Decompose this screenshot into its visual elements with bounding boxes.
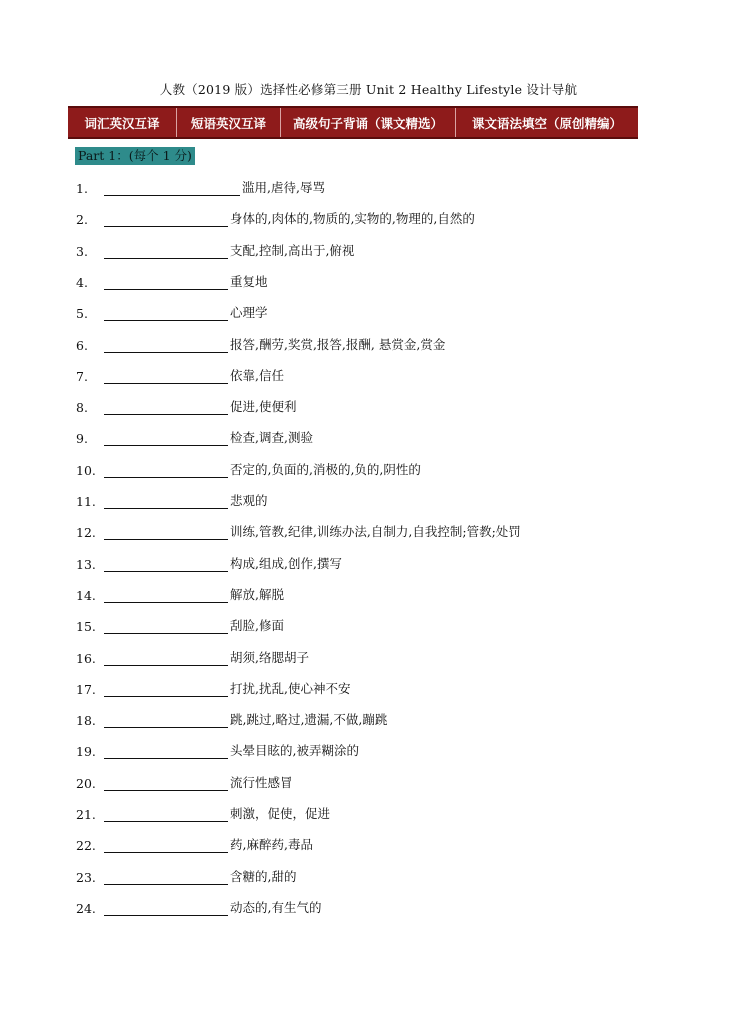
- item-number: 9.: [76, 431, 88, 446]
- item-definition: 依靠,信任: [230, 368, 284, 383]
- list-item: [76, 364, 284, 384]
- answer-blank[interactable]: [104, 838, 228, 853]
- item-definition: 打扰,扰乱,使心神不安: [230, 681, 351, 696]
- item-definition: 训练,管教,纪律,训练办法,自制力,自我控制;管教;处罚: [230, 524, 521, 539]
- item-number: 17.: [76, 682, 96, 697]
- answer-blank[interactable]: [104, 431, 228, 446]
- item-number: 14.: [76, 588, 96, 603]
- item-number: 8.: [76, 400, 88, 415]
- item-number: 22.: [76, 838, 96, 853]
- item-number: 12.: [76, 525, 96, 540]
- answer-blank[interactable]: [104, 682, 228, 697]
- item-definition: 解放,解脱: [230, 587, 284, 602]
- item-definition: 刮脸,修面: [230, 618, 284, 633]
- item-number: 18.: [76, 713, 96, 728]
- list-item: [76, 489, 268, 509]
- list-item: [76, 771, 293, 791]
- answer-blank[interactable]: [104, 557, 228, 572]
- item-number: 10.: [76, 463, 96, 478]
- answer-blank[interactable]: [104, 588, 228, 603]
- item-definition: 重复地: [230, 274, 268, 289]
- item-number: 15.: [76, 619, 96, 634]
- list-item: [76, 802, 330, 822]
- item-number: 21.: [76, 807, 96, 822]
- item-definition: 检查,调查,测验: [230, 430, 313, 445]
- answer-blank[interactable]: [104, 244, 228, 259]
- item-definition: 促进,使便利: [230, 399, 297, 414]
- answer-blank[interactable]: [104, 212, 228, 227]
- answer-blank[interactable]: [104, 400, 228, 415]
- list-item: [76, 614, 284, 634]
- answer-blank[interactable]: [104, 275, 228, 290]
- list-item: [76, 583, 284, 603]
- item-definition: 含糖的,甜的: [230, 869, 297, 884]
- item-number: 2.: [76, 212, 88, 227]
- answer-blank[interactable]: [104, 807, 228, 822]
- item-definition: 构成,组成,创作,撰写: [230, 556, 342, 571]
- list-item: [76, 207, 475, 227]
- answer-blank[interactable]: [104, 619, 228, 634]
- answer-blank[interactable]: [104, 369, 228, 384]
- item-number: 5.: [76, 306, 88, 321]
- answer-blank[interactable]: [104, 338, 228, 353]
- list-item: [76, 333, 445, 353]
- list-item: [76, 458, 421, 478]
- item-number: 6.: [76, 338, 88, 353]
- item-number: 24.: [76, 901, 96, 916]
- item-definition: 心理学: [230, 305, 268, 320]
- list-item: [76, 395, 296, 415]
- answer-blank[interactable]: [104, 306, 228, 321]
- item-definition: 报答,酬劳,奖赏,报答,报酬, 悬赏金,赏金: [230, 337, 446, 352]
- answer-blank[interactable]: [104, 901, 228, 916]
- item-definition: 跳,跳过,略过,遗漏,不做,蹦跳: [230, 712, 388, 727]
- item-number: 20.: [76, 776, 96, 791]
- item-definition: 胡须,络腮胡子: [230, 650, 309, 665]
- list-item: [76, 520, 521, 540]
- tab-phrases[interactable]: 短语英汉互译: [176, 108, 280, 137]
- list-item: [76, 739, 359, 759]
- answer-blank[interactable]: [104, 776, 228, 791]
- item-number: 23.: [76, 870, 96, 885]
- list-item: [76, 708, 387, 728]
- list-item: [76, 833, 313, 853]
- answer-blank[interactable]: [104, 463, 228, 478]
- list-item: [76, 865, 296, 885]
- list-item: [76, 176, 325, 196]
- item-definition: 支配,控制,高出于,俯视: [230, 243, 355, 258]
- tab-vocabulary[interactable]: 词汇英汉互译: [84, 115, 160, 131]
- item-definition: 悲观的: [230, 493, 268, 508]
- tab-sentences[interactable]: 高级句子背诵（课文精选）: [280, 108, 455, 137]
- item-number: 11.: [76, 494, 96, 509]
- answer-blank[interactable]: [104, 651, 228, 666]
- list-item: [76, 646, 309, 666]
- item-number: 3.: [76, 244, 88, 259]
- answer-blank[interactable]: [104, 870, 228, 885]
- item-number: 4.: [76, 275, 88, 290]
- item-definition: 流行性感冒: [230, 775, 293, 790]
- item-number: 13.: [76, 557, 96, 572]
- item-definition: 刺激，促使，促进: [230, 806, 331, 821]
- list-item: [76, 270, 268, 290]
- answer-blank[interactable]: [104, 181, 240, 196]
- list-item: [76, 677, 350, 697]
- list-item: [76, 896, 321, 916]
- answer-blank[interactable]: [104, 713, 228, 728]
- item-number: 16.: [76, 651, 96, 666]
- list-item: [76, 301, 268, 321]
- part-label: Part 1：(每个 1 分): [75, 147, 195, 165]
- section-nav-bar: [68, 106, 638, 139]
- item-definition: 身体的,肉体的,物质的,实物的,物理的,自然的: [230, 211, 475, 226]
- list-item: [76, 239, 354, 259]
- item-number: 19.: [76, 744, 96, 759]
- item-definition: 头晕目眩的,被弄糊涂的: [230, 743, 359, 758]
- list-item: [76, 426, 313, 446]
- answer-blank[interactable]: [104, 744, 228, 759]
- item-number: 1.: [76, 181, 88, 196]
- item-definition: 动态的,有生气的: [230, 900, 322, 915]
- list-item: [76, 552, 342, 572]
- answer-blank[interactable]: [104, 494, 228, 509]
- item-definition: 药,麻醉药,毒品: [230, 837, 313, 852]
- item-number: 7.: [76, 369, 88, 384]
- answer-blank[interactable]: [104, 525, 228, 540]
- tab-grammar-fill[interactable]: 课文语法填空（原创精编）: [455, 108, 638, 137]
- item-definition: 否定的,负面的,消极的,负的,阴性的: [230, 462, 421, 477]
- document-title: 人教（2019 版）选择性必修第三册 Unit 2 Healthy Lifestyle 设计导航: [159, 82, 578, 97]
- item-definition: 滥用,虐待,辱骂: [242, 180, 325, 195]
